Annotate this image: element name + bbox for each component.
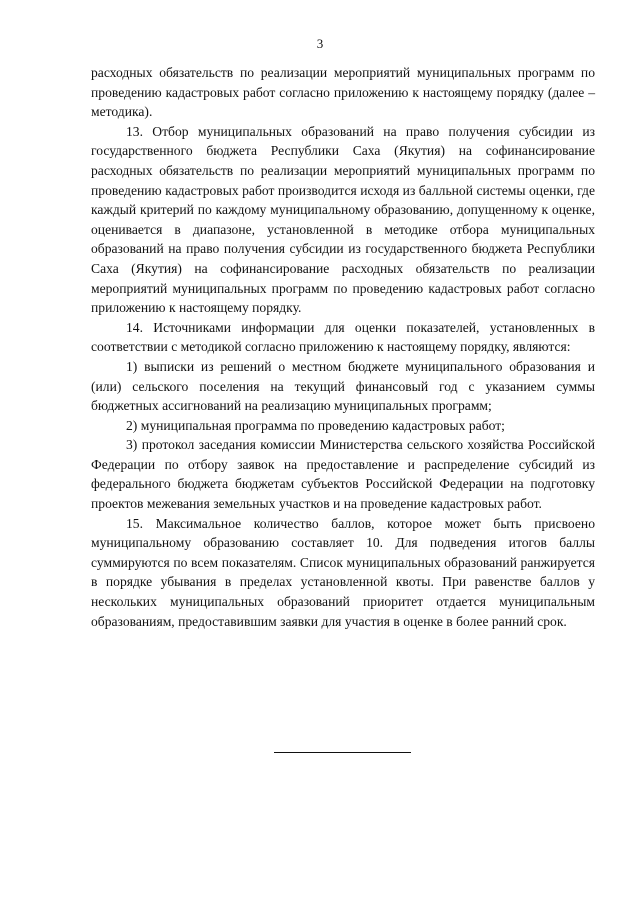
paragraph-clause-15: 15. Максимальное количество баллов, которое может быть присвоено муниципальному образованию составляет 10. Для подведения итогов баллы суммируются по всем показателям. Список муниципальных образований ранжируется в порядке убывания в пределах установленной квоты. При равенстве баллов у нескольких муниципальных образований приоритет отдается муниципальным образованиям, предоставившим заявки для участия в оценке в более ранний срок. bbox=[91, 515, 595, 629]
document-body bbox=[91, 63, 595, 631]
paragraph-continuation: расходных обязательств по реализации мероприятий муниципальных программ по проведению кадастровых работ согласно приложению к настоящему порядку (далее – методика). bbox=[91, 65, 595, 120]
paragraph-clause-13: 13. Отбор муниципальных образований на право получения субсидии из государственного бюджета Республики Саха (Якутия) на софинансирование расходных обязательств по реализации мероприятий муниципальных программ по проведению кадастровых работ производится исходя из балльной системы оценки, где каждый критерий по каждому муниципальному образованию, допущенному к оценке, оценивается в диапазоне, установленной в методике отбора муниципальных образований на право получения субсидии из государственного бюджета Республики Саха (Якутия) на софинансирование расходных обязательств по реализации мероприятий муниципальных программ по проведению кадастровых работ согласно приложению к настоящему порядку. bbox=[91, 123, 595, 316]
paragraph-clause-14: 14. Источниками информации для оценки показателей, установленных в соответствии с методикой согласно приложению к настоящему порядку, являются: bbox=[91, 319, 595, 355]
list-item-3: 3) протокол заседания комиссии Министерства сельского хозяйства Российской Федерации по отбору заявок на предоставление и распределение субсидий из федерального бюджета бюджетам субъектов Российской Федерации на подготовку проектов межевания земельных участков и на проведение кадастровых работ. bbox=[91, 437, 595, 512]
list-item-1: 1) выписки из решений о местном бюджете муниципального образования и (или) сельского поселения на текущий финансовый год с указанием суммы бюджетных ассигнований на реализацию муниципальных программ; bbox=[91, 358, 595, 414]
list-item-2: 2) муниципальная программа по проведению кадастровых работ; bbox=[126, 417, 505, 433]
page-number: 3 bbox=[316, 36, 324, 51]
end-separator-line bbox=[274, 752, 411, 753]
